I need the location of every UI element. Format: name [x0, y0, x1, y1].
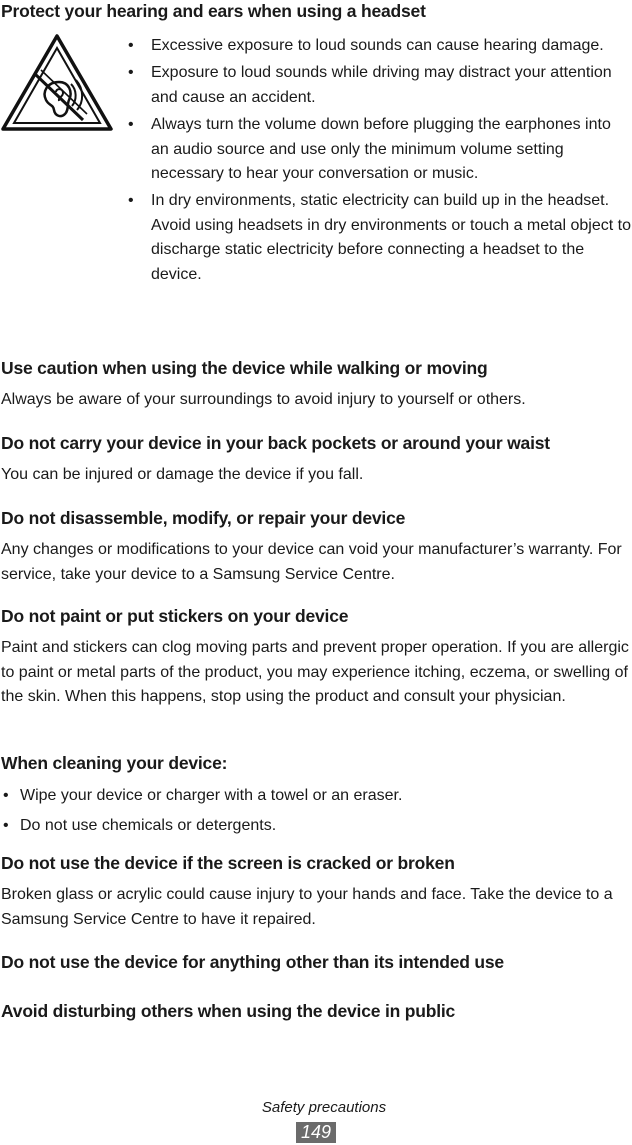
section-disassemble: [1, 508, 632, 587]
section-heading: Use caution when using the device while walking or moving: [1, 358, 488, 378]
section-heading: Do not carry your device in your back pockets or around your waist: [1, 433, 550, 453]
section-body: You can be injured or damage the device if you fall.: [1, 466, 364, 483]
section-body: Broken glass or acrylic could cause injury to your hands and face. Take the device to a Samsung Service Centre to have it repaired.: [1, 886, 613, 928]
list-item: • In dry environments, static electricity can build up in the headset. Avoid using headsets in dry environments or touch a metal object to discharge static electricity before connecting a headset to the device.: [127, 189, 632, 287]
section-public: [1, 1001, 632, 1022]
section-heading: Protect your hearing and ears when using a headset: [1, 1, 426, 21]
list-item: • Do not use chemicals or detergents.: [1, 814, 632, 838]
list-item: • Excessive exposure to loud sounds can cause hearing damage.: [127, 34, 632, 58]
list-item: • Exposure to loud sounds while driving may distract your attention and cause an accident.: [127, 61, 632, 110]
section-heading: Do not disassemble, modify, or repair your device: [1, 508, 406, 528]
section-heading: Do not paint or put stickers on your device: [1, 606, 349, 626]
section-cleaning: [1, 753, 632, 844]
section-heading: Do not use the device for anything other than its intended use: [1, 952, 504, 972]
section-heading: Avoid disturbing others when using the device in public: [1, 1001, 456, 1021]
hearing-warnings-list: [127, 34, 632, 290]
section-intended-use: [1, 952, 632, 973]
section-cracked: [1, 853, 632, 932]
section-body: Paint and stickers can clog moving parts and prevent proper operation. If you are allergic to paint or metal parts of the product, you may experience itching, eczema, or swelling of the skin. When this happens, stop using the product and consult your physician.: [1, 639, 629, 705]
page-number: 149: [296, 1122, 336, 1143]
section-body: Always be aware of your surroundings to avoid injury to yourself or others.: [1, 391, 526, 408]
section-walking: [1, 358, 632, 413]
list-item: • Wipe your device or charger with a towel or an eraser.: [1, 784, 632, 808]
section-paint: [1, 606, 632, 710]
footer-section-label: Safety precautions: [261, 1099, 387, 1116]
section-heading: When cleaning your device:: [1, 753, 228, 773]
section-heading: Do not use the device if the screen is cracked or broken: [1, 853, 455, 873]
section-body: Any changes or modifications to your device can void your manufacturer’s warranty. For service, take your device to a Samsung Service Centre.: [1, 541, 622, 583]
list-item: • Always turn the volume down before plugging the earphones into an audio source and use only the minimum volume setting necessary to hear your conversation or music.: [127, 113, 632, 186]
hearing-warning-icon: [1, 34, 113, 132]
section-pocket: [1, 433, 632, 488]
cleaning-list: [1, 784, 632, 838]
section-headset: [1, 0, 632, 283]
